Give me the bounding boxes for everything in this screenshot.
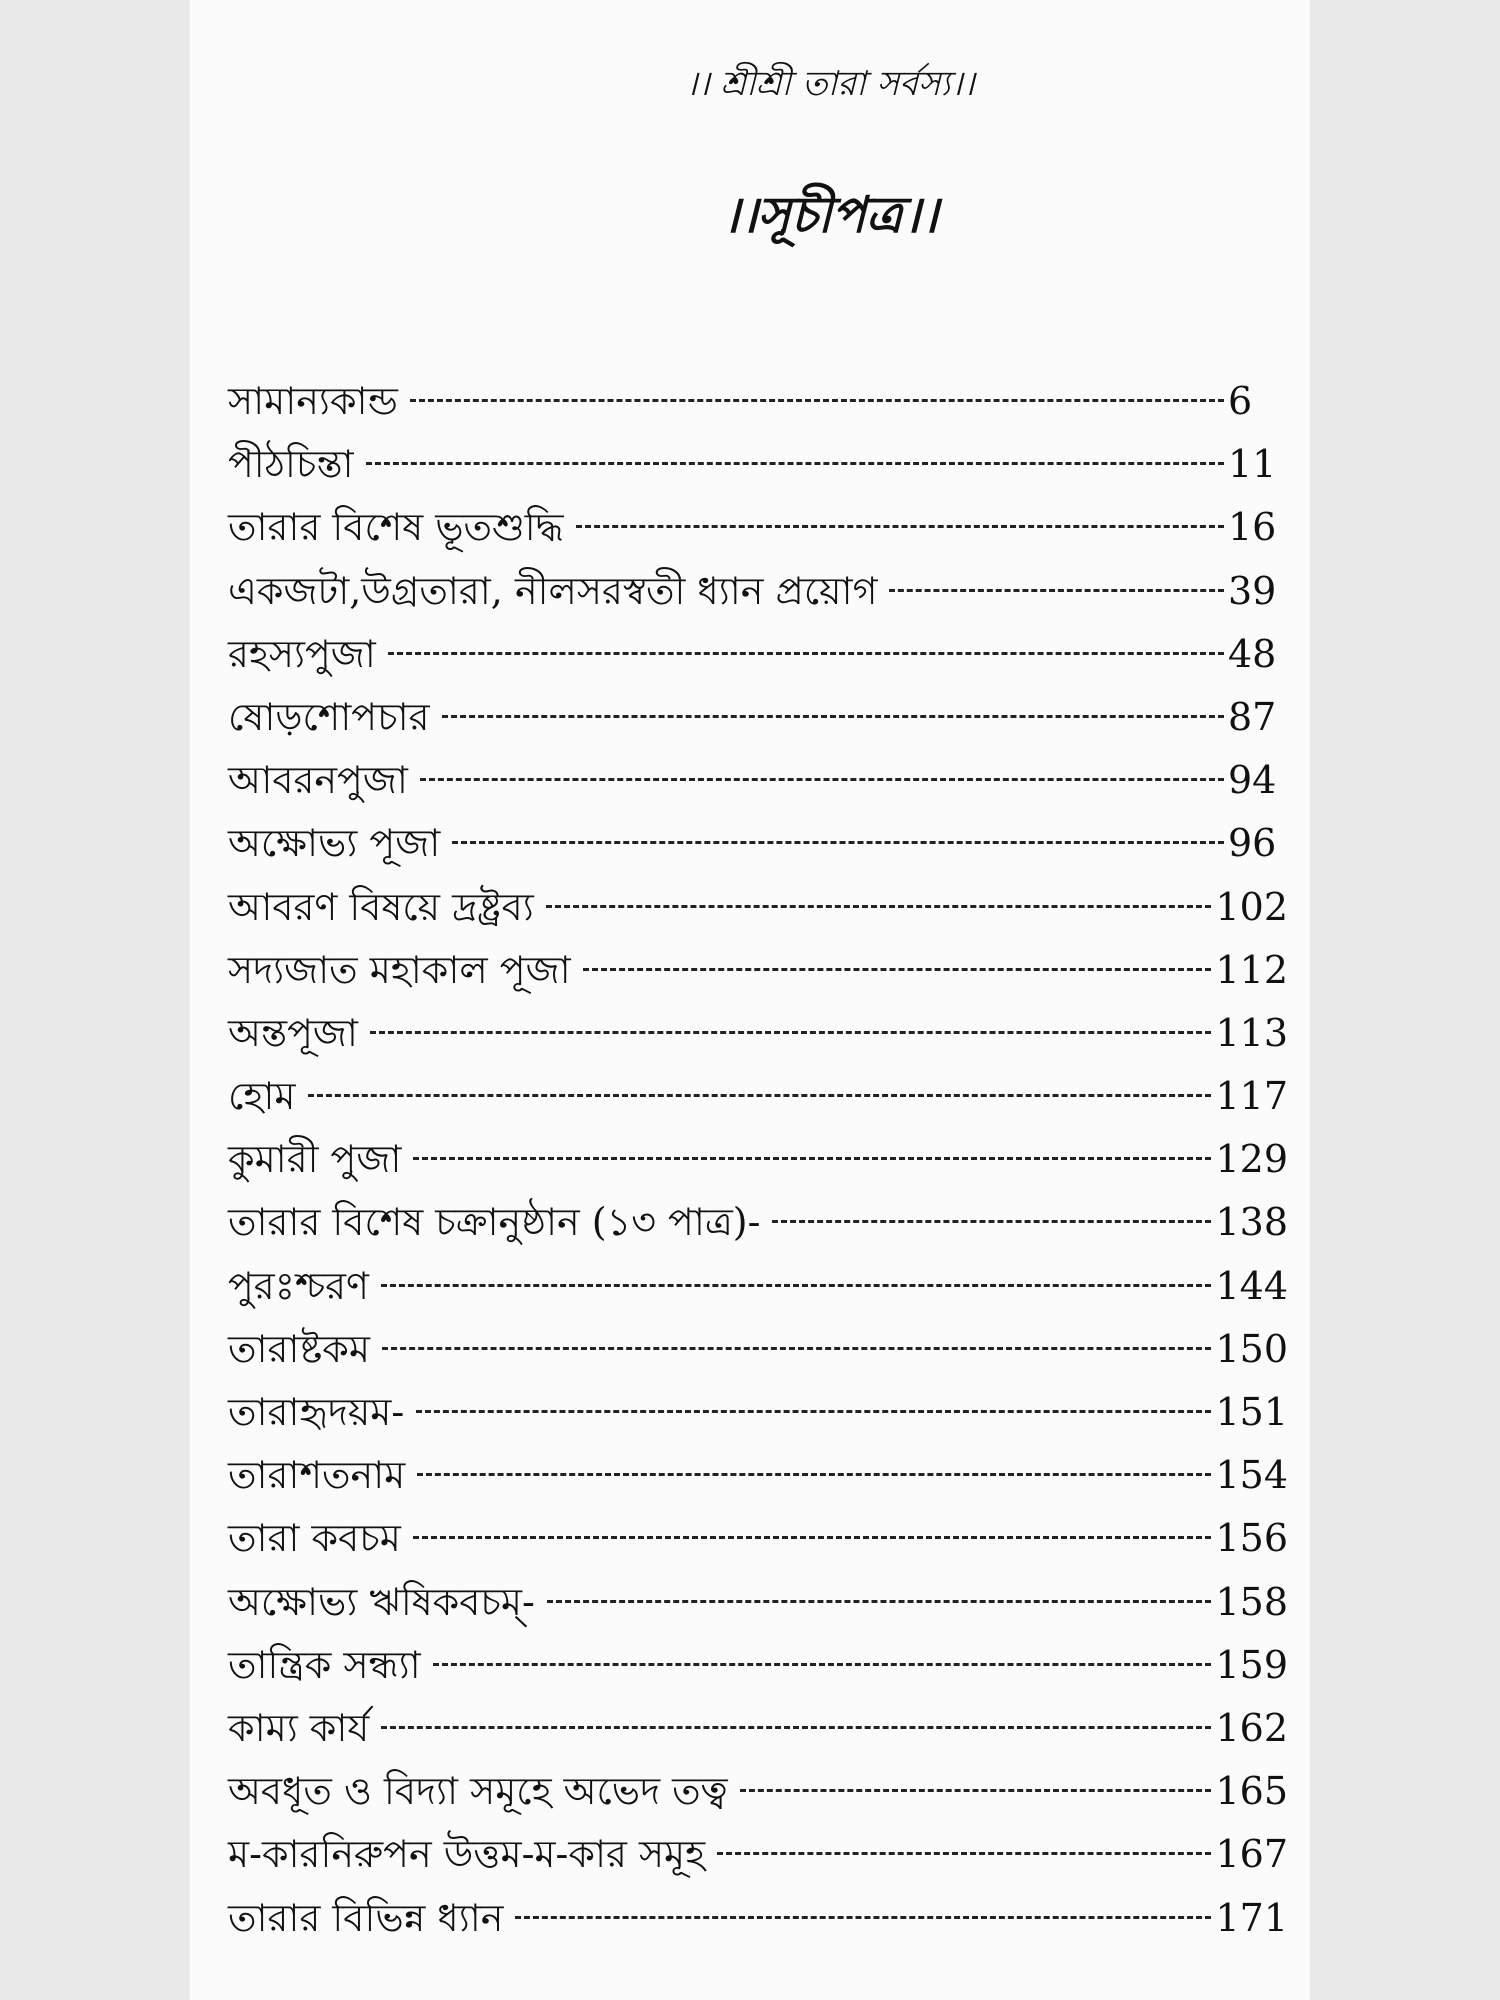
toc-entry-page: 48	[1228, 631, 1277, 676]
toc-entry	[228, 876, 1288, 939]
dot-leader	[388, 652, 1224, 655]
toc-entry-label: তারার বিভিন্ন ধ্যান	[228, 1895, 504, 1940]
toc-entry-page: 165	[1215, 1769, 1288, 1814]
toc-entry-page: 158	[1215, 1579, 1288, 1624]
toc-entry	[228, 1128, 1288, 1191]
toc-entry-page: 117	[1215, 1074, 1288, 1119]
toc-entry	[228, 1065, 1288, 1128]
toc-entry-label: তারাহৃদয়ম-	[228, 1390, 405, 1434]
toc-entry-label: রহস্যপুজা	[228, 631, 376, 676]
toc-entry	[228, 1507, 1288, 1570]
dot-leader	[417, 1473, 1211, 1476]
toc-entry	[228, 812, 1288, 875]
toc-entry-page: 159	[1215, 1642, 1288, 1687]
toc-entry-label: আবরণ বিষয়ে দ্রষ্ট্রব্য	[228, 884, 534, 929]
toc-entry	[228, 1634, 1288, 1697]
dot-leader	[381, 1284, 1211, 1287]
toc-entry	[228, 1760, 1288, 1823]
dot-leader	[546, 905, 1212, 908]
toc-entry-page: 113	[1215, 1010, 1288, 1055]
toc-entry	[228, 623, 1288, 686]
dot-leader	[583, 968, 1212, 971]
toc-entry-page: 144	[1215, 1263, 1288, 1308]
dot-leader	[381, 1726, 1211, 1729]
dot-leader	[547, 1600, 1212, 1603]
dot-leader	[366, 462, 1224, 465]
dot-leader	[717, 1852, 1211, 1855]
toc-entry	[228, 1255, 1288, 1318]
toc-entry	[228, 560, 1288, 623]
toc-entry	[228, 749, 1288, 812]
toc-entry-label: পীঠচিন্তা	[228, 442, 354, 487]
dot-leader	[382, 1347, 1212, 1350]
dot-leader	[442, 715, 1224, 718]
toc-title: ।।সূচীপত্র।।	[721, 185, 939, 244]
toc-entry	[228, 1318, 1288, 1381]
toc-entry-page: 171	[1215, 1895, 1288, 1940]
toc-entry-page: 129	[1215, 1137, 1288, 1182]
dot-leader	[889, 589, 1224, 592]
toc-entry	[228, 1697, 1288, 1760]
dot-leader	[370, 1031, 1212, 1034]
toc-entry-label: কাম্য কার্য	[228, 1705, 370, 1750]
toc-entry-page: 150	[1215, 1326, 1288, 1371]
toc-entry-label: অবধূত ও বিদ্যা সমূহে অভেদ তত্ব	[228, 1769, 728, 1814]
toc-entry-page: 87	[1228, 694, 1277, 739]
toc-entry-label: কুমারী পুজা	[228, 1137, 402, 1182]
toc-entry-page: 94	[1228, 758, 1277, 803]
toc-entry-label: সামান্যকান্ড	[228, 379, 398, 423]
toc-entry-label: একজটা,উগ্রতারা, নীলসরস্বতী ধ্যান প্রয়োগ	[228, 568, 878, 613]
toc-entry	[228, 370, 1288, 433]
dot-leader	[413, 1536, 1212, 1539]
running-header: ।। শ্রীশ্রী তারা সর্বস্য।।	[685, 64, 975, 104]
toc-entry-page: 6	[1228, 379, 1253, 423]
dot-leader	[420, 778, 1224, 781]
dot-leader	[416, 1410, 1211, 1413]
dot-leader	[740, 1789, 1212, 1792]
toc-entry-label: ষোড়শোপচার	[228, 694, 430, 739]
dot-leader	[772, 1220, 1211, 1223]
toc-entry	[228, 686, 1288, 749]
toc-entry-page: 156	[1215, 1516, 1288, 1561]
dot-leader	[576, 525, 1224, 528]
toc-entry-label: তারাশতনাম	[228, 1453, 406, 1498]
dot-leader	[410, 399, 1224, 402]
toc-entry	[228, 433, 1288, 496]
toc-entry-label: তারার বিশেষ চক্রানুষ্ঠান (১৩ পাত্র)-	[228, 1200, 761, 1245]
toc-entry-label: তান্ত্রিক সন্ধ্যা	[228, 1642, 421, 1687]
toc-entry	[228, 1571, 1288, 1634]
toc-entry-page: 11	[1228, 442, 1277, 487]
toc-entry	[228, 1381, 1288, 1444]
toc-entry-page: 162	[1215, 1705, 1288, 1750]
toc-entry-page: 112	[1215, 947, 1288, 992]
toc-entry-label: অক্ষোভ্য ঋষিকবচম্-	[228, 1579, 535, 1624]
toc-entry-page: 151	[1215, 1390, 1288, 1434]
toc-entry-label: আবরনপুজা	[228, 758, 408, 803]
toc-entry-page: 154	[1215, 1453, 1288, 1498]
toc-entry-page: 167	[1215, 1832, 1288, 1877]
toc-entry-label: তারা কবচম	[228, 1516, 401, 1561]
toc-entry-label: তারার বিশেষ ভূতশুদ্ধি	[228, 505, 564, 550]
toc-entry	[228, 1823, 1288, 1886]
toc-entry-page: 96	[1228, 821, 1277, 866]
toc-entry-page: 138	[1215, 1200, 1288, 1245]
toc-entry	[228, 1002, 1288, 1065]
toc-entry-page: 39	[1228, 568, 1277, 613]
toc-entry-label: অক্ষোভ্য পূজা	[228, 821, 441, 866]
toc-entry-label: হোম	[228, 1074, 296, 1119]
toc-entry	[228, 939, 1288, 1002]
toc-entry	[228, 1444, 1288, 1507]
toc-entry-page: 16	[1228, 505, 1277, 550]
toc-entry	[228, 1191, 1288, 1254]
toc-entry-label: পুরঃশ্চরণ	[228, 1263, 369, 1308]
dot-leader	[452, 841, 1224, 844]
toc-entry-page: 102	[1215, 884, 1288, 929]
toc-list	[228, 370, 1288, 1950]
dot-leader	[308, 1094, 1212, 1097]
dot-leader	[433, 1663, 1212, 1666]
dot-leader	[515, 1916, 1211, 1919]
dot-leader	[413, 1157, 1211, 1160]
toc-entry-label: ম-কারনিরুপন উত্তম-ম-কার সমূহ	[228, 1832, 706, 1877]
toc-entry-label: সদ্যজাত মহাকাল পূজা	[228, 947, 571, 992]
toc-entry	[228, 1887, 1288, 1950]
toc-entry-label: অন্তপূজা	[228, 1010, 358, 1055]
toc-entry-label: তারাষ্টকম	[228, 1326, 370, 1371]
toc-entry	[228, 496, 1288, 559]
